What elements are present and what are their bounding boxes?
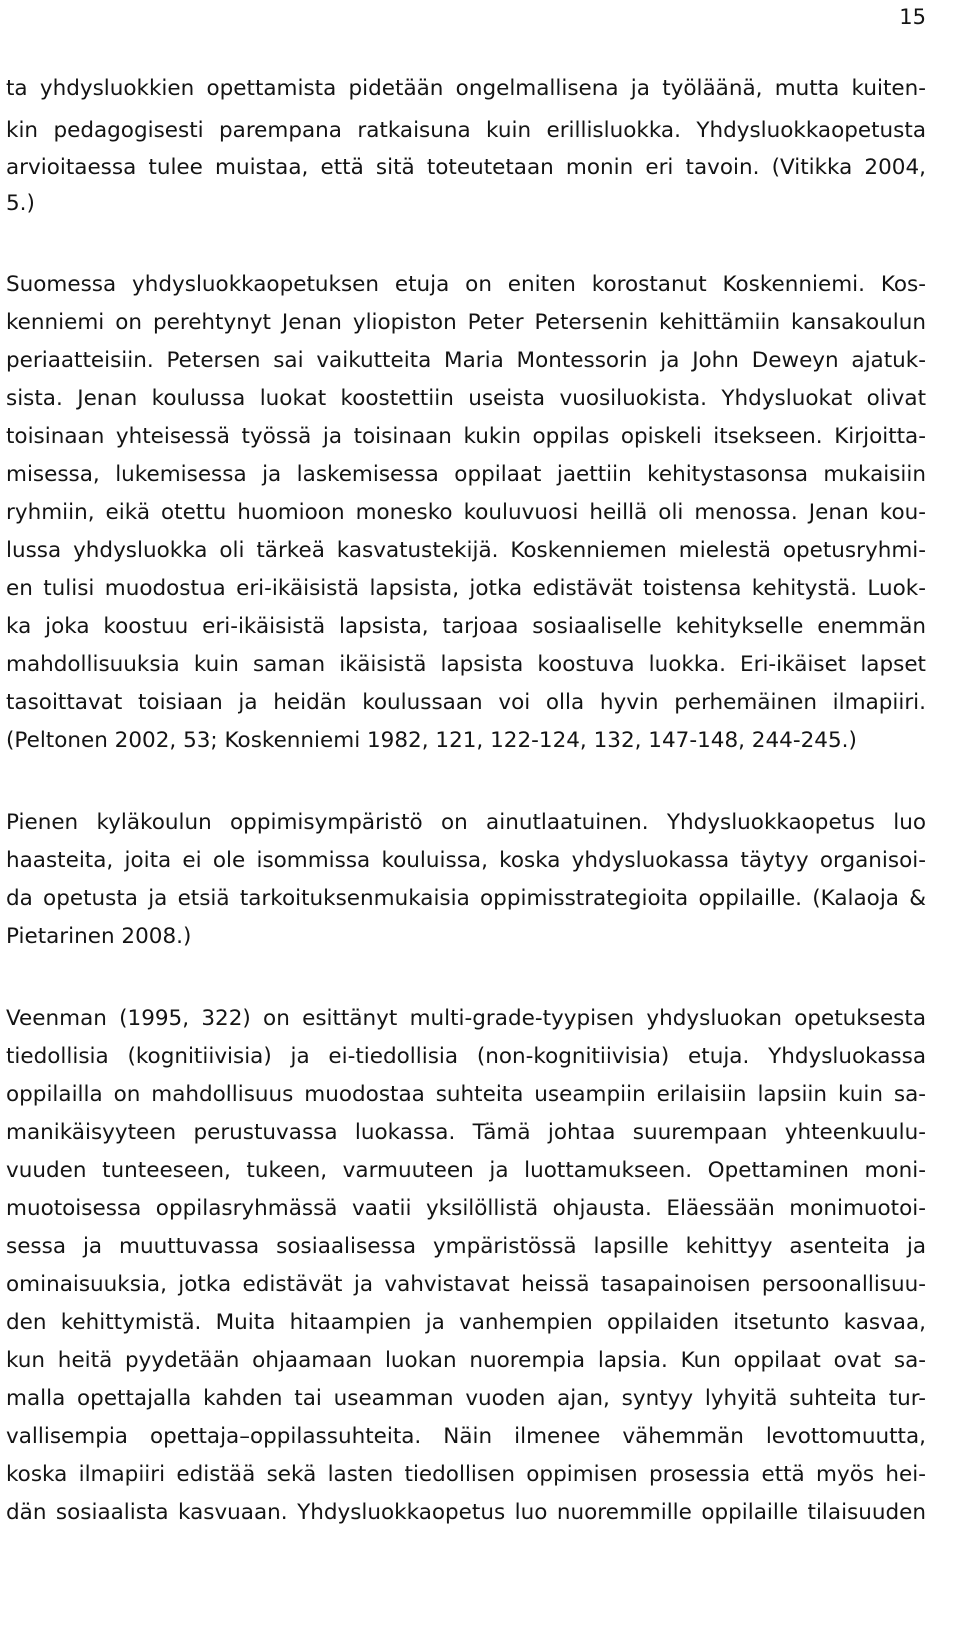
text-line: dän sosiaalista kasvuaan. Yhdysluokkaopetus luo nuoremmille oppilaille tilaisuuden xyxy=(6,1500,926,1525)
text-line: ta yhdysluokkien opettamista pidetään ongelmallisena ja työläänä, mutta kuiten- xyxy=(6,76,926,101)
text-line: periaatteisiin. Petersen sai vaikutteita Maria Montessorin ja John Deweyn ajatuk- xyxy=(6,348,926,373)
text-line: manikäisyyteen perustuvassa luokassa. Tämä johtaa suurempaan yhteenkuulu- xyxy=(6,1120,926,1145)
text-line: 5.) xyxy=(6,191,35,216)
text-line: lussa yhdysluokka oli tärkeä kasvatustekijä. Koskenniemen mielestä opetusryhmi- xyxy=(6,538,926,563)
text-line: tasoittavat toisiaan ja heidän koulussaan voi olla hyvin perhemäinen ilmapiiri. xyxy=(6,690,926,715)
text-line: kin pedagogisesti parempana ratkaisuna kuin erillisluokka. Yhdysluokkaopetusta xyxy=(6,118,926,143)
text-line: Pienen kyläkoulun oppimisympäristö on ainutlaatuinen. Yhdysluokkaopetus luo xyxy=(6,810,926,835)
text-line: sessa ja muuttuvassa sosiaalisessa ympäristössä lapsille kehittyy asenteita ja xyxy=(6,1234,926,1259)
text-line: mahdollisuuksia kuin saman ikäisistä lapsista koostuva luokka. Eri-ikäiset lapset xyxy=(6,652,926,677)
text-line: Suomessa yhdysluokkaopetuksen etuja on eniten korostanut Koskenniemi. Kos- xyxy=(6,272,926,297)
text-line: ominaisuuksia, jotka edistävät ja vahvistavat heissä tasapainoisen persoonallisuu- xyxy=(6,1272,926,1297)
page-number: 15 xyxy=(899,5,926,29)
text-line: tiedollisia (kognitiivisia) ja ei-tiedollisia (non-kognitiivisia) etuja. Yhdysluokassa xyxy=(6,1044,926,1069)
text-line: da opetusta ja etsiä tarkoituksenmukaisia oppimisstrategioita oppilaille. (Kalaoja & xyxy=(6,886,926,911)
text-line: Pietarinen 2008.) xyxy=(6,924,192,949)
text-line: sista. Jenan koulussa luokat koostettiin useista vuosiluokista. Yhdysluokat olivat xyxy=(6,386,926,411)
text-line: (Peltonen 2002, 53; Koskenniemi 1982, 121, 122-124, 132, 147-148, 244-245.) xyxy=(6,728,857,753)
text-line: den kehittymistä. Muita hitaampien ja vanhempien oppilaiden itsetunto kasvaa, xyxy=(6,1310,926,1335)
text-line: oppilailla on mahdollisuus muodostaa suhteita useampiin erilaisiin lapsiin kuin sa- xyxy=(6,1082,926,1107)
text-line: haasteita, joita ei ole isommissa kouluissa, koska yhdysluokassa täytyy organisoi- xyxy=(6,848,926,873)
text-line: malla opettajalla kahden tai useamman vuoden ajan, syntyy lyhyitä suhteita tur- xyxy=(6,1386,926,1411)
text-line: ka joka koostuu eri-ikäisistä lapsista, tarjoaa sosiaaliselle kehitykselle enemmän xyxy=(6,614,926,639)
text-line: vallisempia opettaja–oppilassuhteita. Näin ilmenee vähemmän levottomuutta, xyxy=(6,1424,926,1449)
text-line: en tulisi muodostua eri-ikäisistä lapsista, jotka edistävät toistensa kehitystä. Luok- xyxy=(6,576,926,601)
text-line: vuuden tunteeseen, tukeen, varmuuteen ja luottamukseen. Opettaminen moni- xyxy=(6,1158,926,1183)
text-line: toisinaan yhteisessä työssä ja toisinaan kukin oppilas opiskeli itsekseen. Kirjoitta- xyxy=(6,424,926,449)
text-line: Veenman (1995, 322) on esittänyt multi-grade-tyypisen yhdysluokan opetuksesta xyxy=(6,1006,926,1031)
text-line: kenniemi on perehtynyt Jenan yliopiston Peter Petersenin kehittämiin kansakoulun xyxy=(6,310,926,335)
text-line: misessa, lukemisessa ja laskemisessa oppilaat jaettiin kehitystasonsa mukaisiin xyxy=(6,462,926,487)
text-line: muotoisessa oppilasryhmässä vaatii yksilöllistä ohjausta. Eläessään monimuotoi- xyxy=(6,1196,926,1221)
text-line: kun heitä pyydetään ohjaamaan luokan nuorempia lapsia. Kun oppilaat ovat sa- xyxy=(6,1348,926,1373)
text-line: arvioitaessa tulee muistaa, että sitä toteutetaan monin eri tavoin. (Vitikka 2004, xyxy=(6,155,926,180)
text-line: koska ilmapiiri edistää sekä lasten tiedollisen oppimisen prosessia että myös hei- xyxy=(6,1462,926,1487)
text-line: ryhmiin, eikä otettu huomioon monesko kouluvuosi heillä oli menossa. Jenan kou- xyxy=(6,500,926,525)
